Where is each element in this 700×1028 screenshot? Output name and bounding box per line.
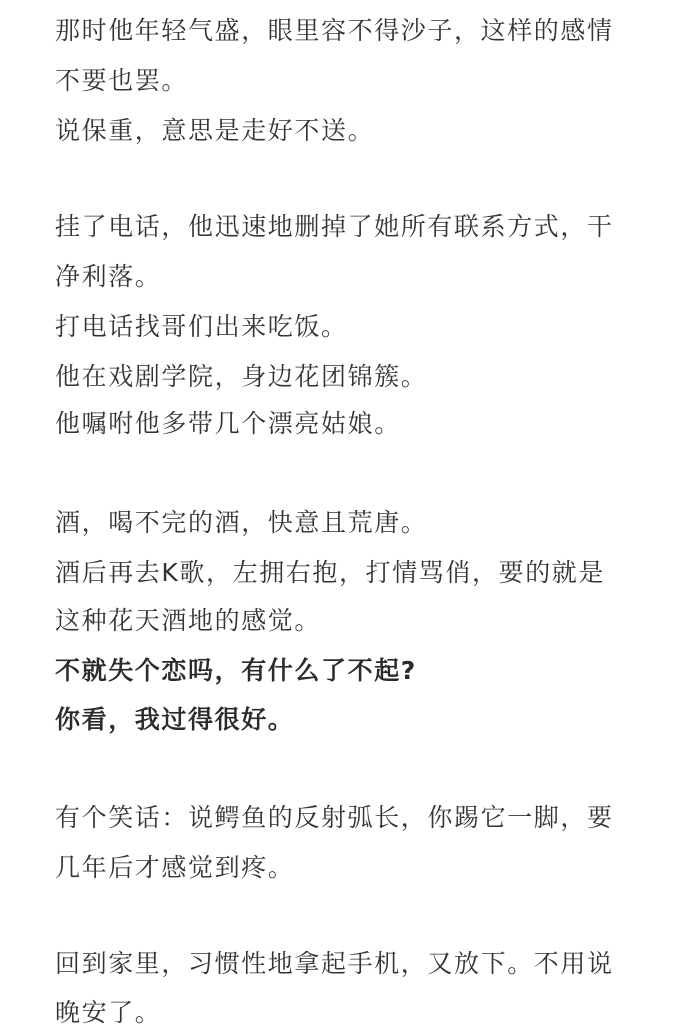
- paragraph-line: 挂了电话，他迅速地删掉了她所有联系方式，干: [55, 212, 614, 241]
- paragraph-line: 这种花天酒地的感觉。: [55, 606, 322, 635]
- paragraph-line: 他在戏剧学院，身边花团锦簇。: [55, 362, 428, 391]
- paragraph-line: 他嘱咐他多带几个漂亮姑娘。: [55, 409, 401, 438]
- paragraph-line: 有个笑话：说鳄鱼的反射弧长，你踢它一脚，要: [55, 803, 614, 832]
- paragraph-line: 那时他年轻气盛，眼里容不得沙子，这样的感情: [55, 16, 614, 45]
- paragraph-line: 回到家里，习惯性地拿起手机，又放下。不用说: [55, 949, 614, 978]
- paragraph-line: 晚安了。: [55, 998, 162, 1027]
- paragraph-line: 说保重，意思是走好不送。: [55, 116, 375, 145]
- bold-paragraph-line: 不就失个恋吗，有什么了不起?: [55, 656, 417, 685]
- paragraph-line: 净利落。: [55, 262, 162, 291]
- paragraph-line: 酒后再去K歌，左拥右抱，打情骂俏，要的就是: [55, 558, 605, 587]
- bold-paragraph-line: 你看，我过得很好。: [55, 705, 295, 734]
- paragraph-line: 酒，喝不完的酒，快意且荒唐。: [55, 508, 428, 537]
- paragraph-line: 不要也罢。: [55, 66, 189, 95]
- paragraph-line: 打电话找哥们出来吃饭。: [55, 312, 348, 341]
- paragraph-line: 几年后才感觉到疼。: [55, 853, 295, 882]
